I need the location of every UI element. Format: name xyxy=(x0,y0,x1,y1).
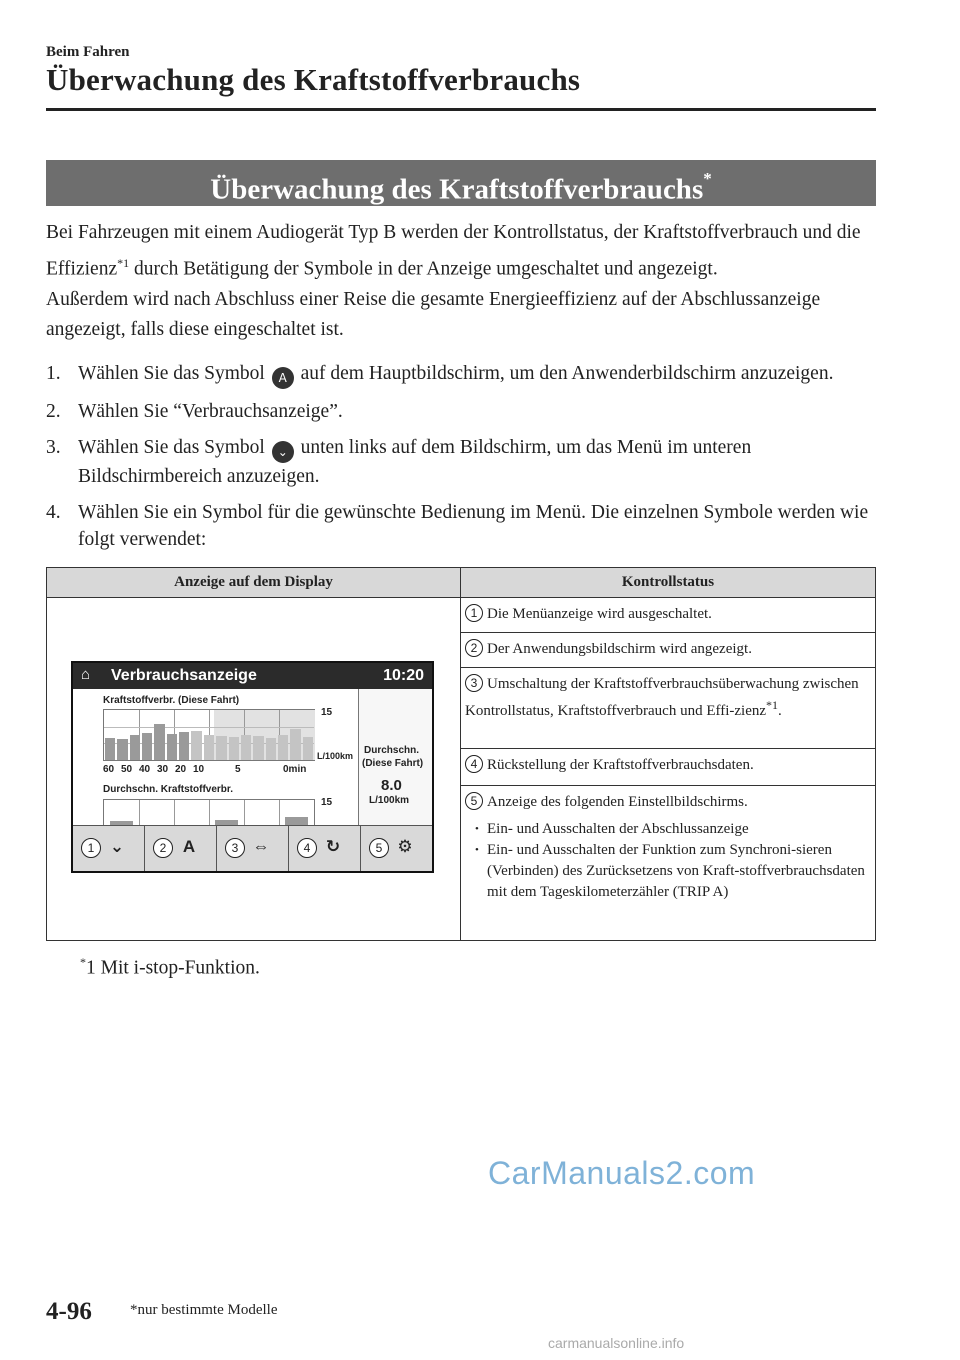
settings-button[interactable] xyxy=(361,826,433,871)
x-tick-label: 60 xyxy=(103,764,115,775)
reset-icon: ↻ xyxy=(325,837,341,856)
status-text: Anzeige des folgenden Einstellbildschirms. xyxy=(487,794,748,810)
step-text: auf dem Hauptbildschirm, um den Anwenderbildschirm anzuzeigen. xyxy=(300,363,834,384)
step-text: Wählen Sie das Symbol xyxy=(78,363,265,384)
intro-paragraph-2: Außerdem wird nach Abschluss einer Reise die gesamte Energieeffizienz auf der Abschlussanzeige angezeigt, falls diese eingeschaltet ist. xyxy=(46,288,821,340)
fuel-bar xyxy=(142,733,152,761)
intro-p1a: Bei Fahrzeugen mit einem Audiogerät Typ B werden der Kontrollstatus, der Kraftstoffverbrauch und die Effizienz xyxy=(46,222,861,280)
banner-title: Überwachung des Kraftstoffverbrauchs xyxy=(210,173,704,206)
page-number: 4-96 xyxy=(46,1298,92,1325)
step-number: 2. xyxy=(46,401,61,422)
status-text: Umschaltung der Kraftstoffverbrauchsüberwachung zwischen Kontrollstatus, Kraftstoffverbrauch und Effi-zienz xyxy=(465,676,859,719)
screen-title: Verbrauchsanzeige xyxy=(111,667,257,684)
grid-line xyxy=(209,800,210,826)
x-tick-label: 0min xyxy=(283,764,307,775)
status-row-2 xyxy=(461,633,876,668)
page-note: *nur bestimmte Modelle xyxy=(130,1302,278,1318)
callout-number: 5 xyxy=(465,792,483,810)
status-text: . xyxy=(778,703,782,719)
avg-label: Durchschn. xyxy=(364,745,420,756)
function-table xyxy=(46,567,876,941)
step-text: Wählen Sie das Symbol xyxy=(78,437,265,458)
step-3 xyxy=(46,434,876,490)
page-title: Überwachung des Kraftstoffverbrauchs xyxy=(46,62,581,97)
callout-number: 4 xyxy=(465,755,483,773)
status-row-4 xyxy=(461,749,876,786)
x-tick-label: 10 xyxy=(193,764,205,775)
intro-p1b: durch Betätigung der Symbole in der Anzeige umgeschaltet und angezeigt. xyxy=(129,258,718,280)
header-divider xyxy=(46,108,876,111)
avg-value: 8.0 xyxy=(381,777,402,794)
app-icon: A xyxy=(182,837,196,856)
fuel-bar xyxy=(117,739,127,760)
callout-number: 3 xyxy=(465,674,483,692)
step-text: Wählen Sie “Verbrauchsanzeige”. xyxy=(78,401,343,422)
fuel-bar xyxy=(204,735,214,760)
callout-number: 1 xyxy=(81,838,101,858)
callout-number: 1 xyxy=(465,604,483,622)
bullet-item: • Ein- und Ausschalten der Funktion zum Synchroni-sieren (Verbinden) des Zurücksetzens von Kraft-stoffverbrauchsdaten mit dem Tageskilometerzähler (TRIP A) xyxy=(477,840,871,903)
fuel-bar xyxy=(216,736,226,760)
step-4 xyxy=(46,499,876,553)
chart2-ymax: 15 xyxy=(321,797,333,808)
chevron-down-icon: ⌄ xyxy=(272,441,294,463)
screen-header xyxy=(73,663,432,689)
status-row-3 xyxy=(461,668,876,749)
step-number: 1. xyxy=(46,363,61,384)
fuel-bar xyxy=(191,731,201,760)
col-header-status: Kontrollstatus xyxy=(461,568,876,598)
x-tick-label: 50 xyxy=(121,764,133,775)
fuel-bar xyxy=(303,737,313,760)
x-tick-label: 30 xyxy=(157,764,169,775)
status-row-1 xyxy=(461,598,876,633)
step-text: unten links auf dem Bildschirm, um das Menü im unteren Bildschirmbereich anzuzeigen. xyxy=(78,437,752,487)
menu-close-button[interactable] xyxy=(73,826,145,871)
section-label: Beim Fahren xyxy=(46,44,130,60)
settings-bullets xyxy=(465,819,871,903)
avg-label-2: (Diese Fahrt) xyxy=(362,758,424,769)
fuel-chart-lower xyxy=(103,799,315,827)
fuel-bar xyxy=(167,734,177,760)
footnote-text: 1 Mit i-stop-Funktion. xyxy=(86,957,260,979)
x-tick-label: 40 xyxy=(139,764,151,775)
avg-panel xyxy=(358,689,432,825)
fuel-bar xyxy=(105,738,115,761)
app-screen-button[interactable] xyxy=(145,826,217,871)
x-tick-label: 20 xyxy=(175,764,187,775)
gear-icon: ⚙ xyxy=(397,837,413,856)
status-text: Der Anwendungsbildschirm wird angezeigt. xyxy=(487,641,752,657)
app-icon: A xyxy=(272,367,294,389)
fuel-bar xyxy=(179,732,189,760)
chart1-label: Kraftstoffverbr. (Diese Fahrt) xyxy=(103,695,240,706)
step-2 xyxy=(46,398,876,425)
step-1 xyxy=(46,360,876,389)
fuel-bar xyxy=(266,738,276,760)
watermark-footer: carmanualsonline.info xyxy=(548,1335,685,1351)
fuel-bar xyxy=(154,724,164,760)
home-icon: ⌂ xyxy=(81,666,91,683)
avg-unit: L/100km xyxy=(369,795,410,806)
fuel-bar xyxy=(241,735,251,760)
intro-text xyxy=(46,218,876,345)
status-row-5 xyxy=(461,786,876,941)
x-tick-label: 5 xyxy=(235,764,241,775)
grid-line xyxy=(244,800,245,826)
fuel-bar xyxy=(130,735,140,760)
intro-paragraph-1 xyxy=(46,218,876,285)
grid-line xyxy=(279,800,280,826)
step-number: 3. xyxy=(46,437,61,458)
callout-number: 3 xyxy=(225,838,245,858)
grid-line xyxy=(104,727,314,728)
fuel-bar xyxy=(278,735,288,760)
grid-line xyxy=(139,800,140,826)
grid-line xyxy=(174,800,175,826)
switch-icon: ⇔ xyxy=(252,837,270,856)
footnote xyxy=(80,955,260,980)
status-text: Rückstellung der Kraftstoffverbrauchsdaten. xyxy=(487,757,754,773)
callout-number: 2 xyxy=(153,838,173,858)
footnote-mark: * xyxy=(80,955,86,969)
status-text: Die Menüanzeige wird ausgeschaltet. xyxy=(487,606,712,622)
bullet-item: • Ein- und Ausschalten der Abschlussanzeige xyxy=(477,819,871,840)
chart1-ymax: 15 xyxy=(321,707,333,718)
col-header-display: Anzeige auf dem Display xyxy=(47,568,461,598)
reset-button[interactable] xyxy=(289,826,361,871)
callout-number: 4 xyxy=(297,838,317,858)
fuel-bar xyxy=(229,737,239,760)
watermark-logo: CarManuals2.com xyxy=(488,1155,756,1191)
step-text: Wählen Sie ein Symbol für die gewünschte Bedienung im Menü. Die einzelnen Symbole werden wie folgt verwendet: xyxy=(78,502,869,550)
chart1-unit: L/100km xyxy=(317,751,354,761)
fuel-bar xyxy=(290,729,300,760)
toggle-view-button[interactable] xyxy=(217,826,289,871)
step-number: 4. xyxy=(46,502,61,523)
display-illustration-cell xyxy=(47,598,461,941)
callout-number: 5 xyxy=(369,838,389,858)
fuel-bar xyxy=(253,736,263,760)
step-list xyxy=(46,360,876,562)
footnote-ref: *1 xyxy=(766,698,779,712)
screen-clock: 10:20 xyxy=(383,667,424,684)
screen-menu-bar xyxy=(73,825,432,871)
optional-mark: * xyxy=(703,169,712,188)
chevron-down-icon: ⌄ xyxy=(109,837,125,856)
section-banner xyxy=(46,160,876,206)
chart2-label: Durchschn. Kraftstoffverbr. xyxy=(103,784,234,795)
fuel-chart-upper xyxy=(103,709,315,761)
fuel-monitor-screen xyxy=(71,661,434,873)
callout-number: 2 xyxy=(465,639,483,657)
footnote-ref: *1 xyxy=(117,256,130,270)
